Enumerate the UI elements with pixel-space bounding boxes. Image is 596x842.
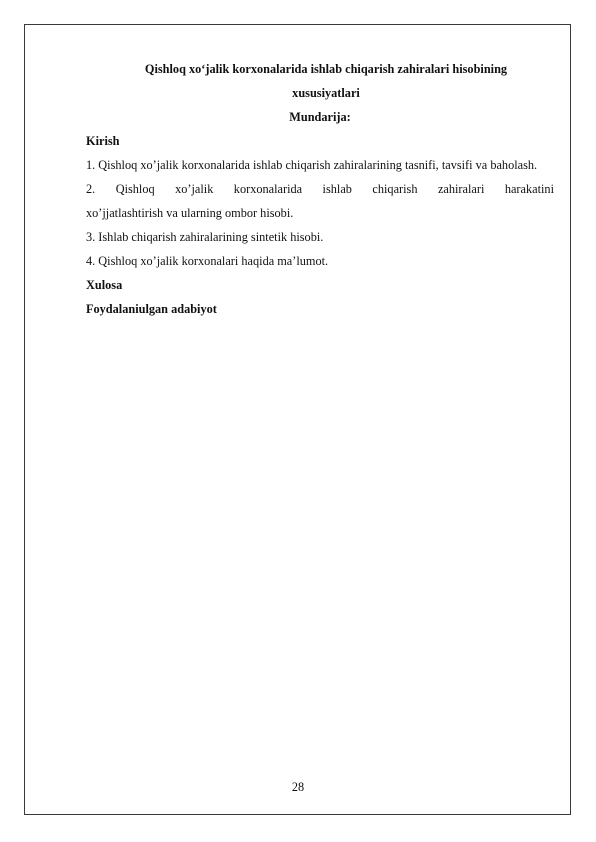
- contents-heading: Mundarija:: [289, 110, 351, 124]
- contents-item-2-continuation: xo’jjatlashtirish va ularning ombor hisobi.: [86, 206, 294, 220]
- document-body: [86, 57, 554, 321]
- title-line-1: Qishloq xo‘jalik korxonalarida ishlab chiqarish zahiralari hisobining: [144, 62, 508, 76]
- conclusion-heading: Xulosa: [86, 278, 123, 292]
- references-heading: Foydalaniulgan adabiyot: [86, 302, 217, 316]
- contents-item-2: 2. Qishloq xo’jalik korxonalarida ishlab chiqarish zahiralari harakatini: [86, 182, 554, 196]
- contents-item-3: 3. Ishlab chiqarish zahiralarining sintetik hisobi.: [86, 230, 324, 244]
- document-title: [86, 57, 554, 105]
- page-number: 28: [291, 780, 305, 794]
- contents-item-1: 1. Qishloq xo’jalik korxonalarida ishlab chiqarish zahiralarining tasnifi, tavsifi va baholash.: [86, 158, 538, 172]
- title-line-2: xususiyatlari: [292, 86, 360, 100]
- contents-item-4: 4. Qishloq xo’jalik korxonalari haqida ma’lumot.: [86, 254, 329, 268]
- intro-heading: Kirish: [86, 134, 120, 148]
